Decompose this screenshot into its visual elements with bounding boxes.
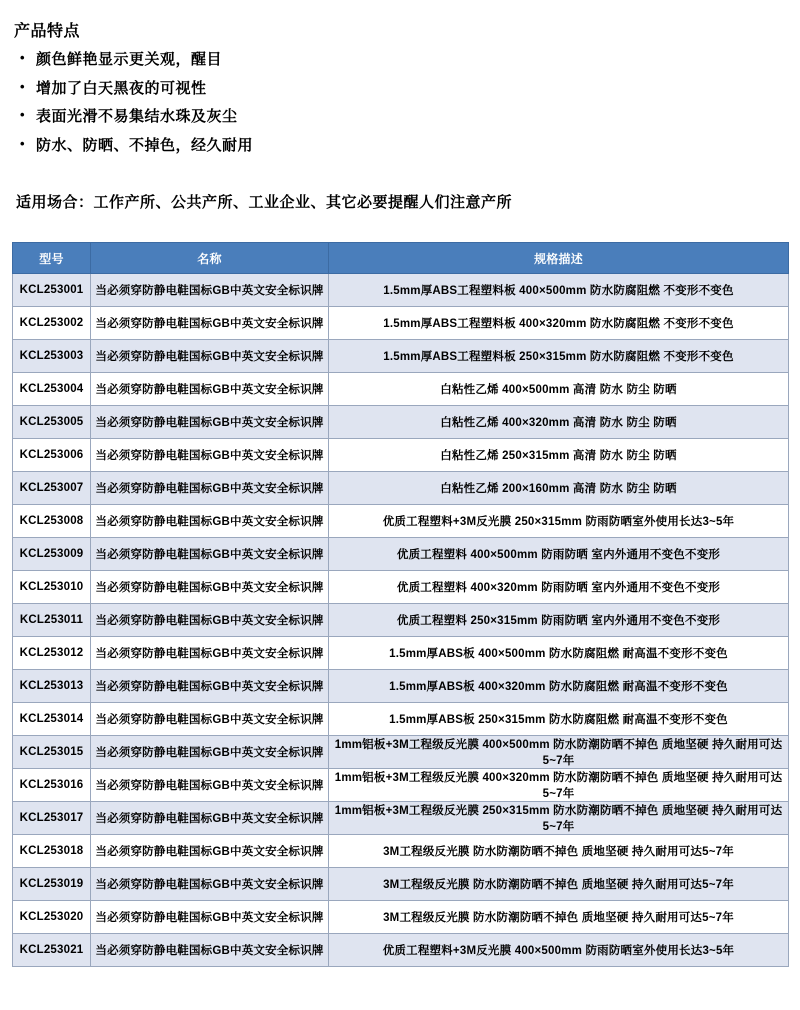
table-body [13,274,789,967]
cell-model: KCL253004 [13,373,91,406]
table-row [13,505,789,538]
cell-model: KCL253014 [13,703,91,736]
cell-model: KCL253020 [13,901,91,934]
cell-name: 当必须穿防静电鞋国标GB中英文安全标识牌 [91,505,329,538]
cell-spec: 1.5mm厚ABS工程塑料板 400×500mm 防水防腐阻燃 不变形不变色 [329,274,789,307]
table-row [13,604,789,637]
column-header-name: 名称 [91,243,329,274]
table-row [13,571,789,604]
cell-model: KCL253016 [13,769,91,802]
cell-name: 当必须穿防静电鞋国标GB中英文安全标识牌 [91,637,329,670]
feature-text: 颜色鲜艳显示更关观，醒目 [36,51,223,68]
cell-spec: 1.5mm厚ABS工程塑料板 400×320mm 防水防腐阻燃 不变形不变色 [329,307,789,340]
cell-model: KCL253003 [13,340,91,373]
cell-model: KCL253005 [13,406,91,439]
cell-spec: 1.5mm厚ABS板 400×500mm 防水防腐阻燃 耐高温不变形不变色 [329,637,789,670]
table-row [13,406,789,439]
cell-spec: 1mm铝板+3M工程级反光膜 250×315mm 防水防潮防晒不掉色 质地坚硬 持久耐用可达5~7年 [329,802,789,835]
table-row [13,703,789,736]
table-row [13,472,789,505]
cell-model: KCL253021 [13,934,91,967]
cell-name: 当必须穿防静电鞋国标GB中英文安全标识牌 [91,604,329,637]
cell-name: 当必须穿防静电鞋国标GB中英文安全标识牌 [91,406,329,439]
cell-model: KCL253007 [13,472,91,505]
cell-model: KCL253008 [13,505,91,538]
list-item [18,136,788,156]
cell-spec: 1mm铝板+3M工程级反光膜 400×320mm 防水防潮防晒不掉色 质地坚硬 持久耐用可达5~7年 [329,769,789,802]
table-row [13,736,789,769]
bullet-icon: • [20,78,26,94]
usage-scenarios-text: 适用场合：工作产所、公共产所、工业企业、其它必要提醒人们注意产所 [16,194,513,211]
cell-name: 当必须穿防静电鞋国标GB中英文安全标识牌 [91,373,329,406]
table-row [13,934,789,967]
cell-spec: 1.5mm厚ABS板 250×315mm 防水防腐阻燃 耐高温不变形不变色 [329,703,789,736]
cell-spec: 优质工程塑料 400×320mm 防雨防晒 室内外通用不变色不变形 [329,571,789,604]
cell-model: KCL253001 [13,274,91,307]
cell-spec: 白粘性乙烯 400×500mm 高清 防水 防尘 防晒 [329,373,789,406]
table-row [13,340,789,373]
list-item [18,107,788,127]
cell-model: KCL253011 [13,604,91,637]
cell-spec: 优质工程塑料+3M反光膜 400×500mm 防雨防晒室外使用长达3~5年 [329,934,789,967]
table-header-row [13,243,789,274]
cell-name: 当必须穿防静电鞋国标GB中英文安全标识牌 [91,934,329,967]
cell-spec: 白粘性乙烯 400×320mm 高清 防水 防尘 防晒 [329,406,789,439]
cell-model: KCL253009 [13,538,91,571]
page-title: 产品特点 [14,23,81,40]
feature-text: 表面光滑不易集结水珠及灰尘 [36,108,238,125]
cell-name: 当必须穿防静电鞋国标GB中英文安全标识牌 [91,307,329,340]
feature-text: 防水、防晒、不掉色，经久耐用 [36,136,254,154]
cell-spec: 白粘性乙烯 250×315mm 高清 防水 防尘 防晒 [329,439,789,472]
cell-model: KCL253019 [13,868,91,901]
cell-model: KCL253017 [13,802,91,835]
cell-model: KCL253010 [13,571,91,604]
cell-name: 当必须穿防静电鞋国标GB中英文安全标识牌 [91,703,329,736]
cell-model: KCL253006 [13,439,91,472]
bullet-icon: • [20,50,26,65]
table-header [13,243,789,274]
column-header-model: 型号 [13,243,91,274]
cell-spec: 1mm铝板+3M工程级反光膜 400×500mm 防水防潮防晒不掉色 质地坚硬 持久耐用可达5~7年 [329,736,789,769]
cell-spec: 优质工程塑料 400×500mm 防雨防晒 室内外通用不变色不变形 [329,538,789,571]
cell-model: KCL253012 [13,637,91,670]
cell-name: 当必须穿防静电鞋国标GB中英文安全标识牌 [91,538,329,571]
cell-spec: 3M工程级反光膜 防水防潮防晒不掉色 质地坚硬 持久耐用可达5~7年 [329,901,789,934]
table-row [13,373,789,406]
cell-name: 当必须穿防静电鞋国标GB中英文安全标识牌 [91,670,329,703]
feature-text: 增加了白天黑夜的可视性 [36,79,207,97]
table-row [13,769,789,802]
table-row [13,307,789,340]
cell-spec: 白粘性乙烯 200×160mm 高清 防水 防尘 防晒 [329,472,789,505]
list-item [18,79,788,99]
table-row [13,274,789,307]
table-row [13,802,789,835]
cell-spec: 3M工程级反光膜 防水防潮防晒不掉色 质地坚硬 持久耐用可达5~7年 [329,835,789,868]
table-row [13,670,789,703]
feature-list [18,50,788,155]
cell-name: 当必须穿防静电鞋国标GB中英文安全标识牌 [91,835,329,868]
table-row [13,538,789,571]
cell-spec: 优质工程塑料 250×315mm 防雨防晒 室内外通用不变色不变形 [329,604,789,637]
cell-name: 当必须穿防静电鞋国标GB中英文安全标识牌 [91,274,329,307]
cell-name: 当必须穿防静电鞋国标GB中英文安全标识牌 [91,769,329,802]
table-row [13,835,789,868]
cell-name: 当必须穿防静电鞋国标GB中英文安全标识牌 [91,901,329,934]
cell-spec: 1.5mm厚ABS板 400×320mm 防水防腐阻燃 耐高温不变形不变色 [329,670,789,703]
cell-name: 当必须穿防静电鞋国标GB中英文安全标识牌 [91,736,329,769]
cell-spec: 优质工程塑料+3M反光膜 250×315mm 防雨防晒室外使用长达3~5年 [329,505,789,538]
column-header-spec: 规格描述 [329,243,789,274]
cell-name: 当必须穿防静电鞋国标GB中英文安全标识牌 [91,868,329,901]
table-row [13,868,789,901]
table-row [13,439,789,472]
specification-table [12,242,789,967]
cell-model: KCL253018 [13,835,91,868]
list-item [18,50,788,70]
table-row [13,901,789,934]
cell-model: KCL253015 [13,736,91,769]
cell-model: KCL253013 [13,670,91,703]
cell-spec: 1.5mm厚ABS工程塑料板 250×315mm 防水防腐阻燃 不变形不变色 [329,340,789,373]
table-row [13,637,789,670]
cell-name: 当必须穿防静电鞋国标GB中英文安全标识牌 [91,472,329,505]
bullet-icon: • [20,135,26,151]
cell-name: 当必须穿防静电鞋国标GB中英文安全标识牌 [91,340,329,373]
cell-spec: 3M工程级反光膜 防水防潮防晒不掉色 质地坚硬 持久耐用可达5~7年 [329,868,789,901]
bullet-icon: • [20,107,26,122]
cell-model: KCL253002 [13,307,91,340]
cell-name: 当必须穿防静电鞋国标GB中英文安全标识牌 [91,571,329,604]
cell-name: 当必须穿防静电鞋国标GB中英文安全标识牌 [91,439,329,472]
cell-name: 当必须穿防静电鞋国标GB中英文安全标识牌 [91,802,329,835]
